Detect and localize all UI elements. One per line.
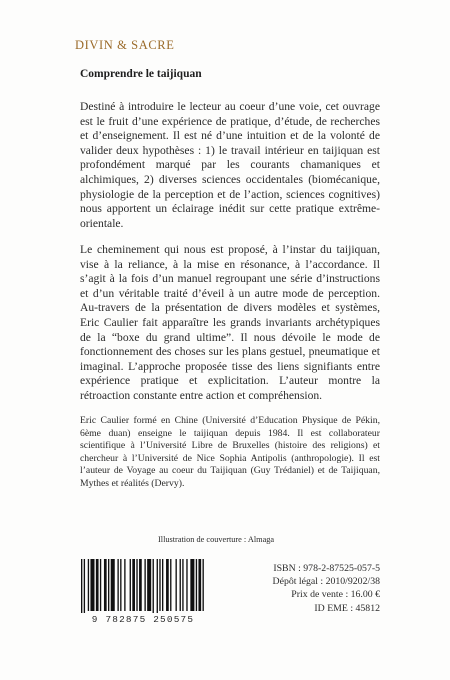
barcode-bar	[100, 559, 101, 611]
barcode	[77, 557, 209, 629]
barcode-bar	[108, 559, 109, 611]
cover-illustration-credit: Illustration de couverture : Almaga	[158, 535, 275, 544]
barcode-bar	[130, 559, 131, 611]
barcode-bar	[136, 559, 137, 611]
barcode-bar	[203, 559, 204, 611]
barcode-bar	[176, 559, 177, 611]
author-bio: Eric Caulier formé en Chine (Université d’Education Physique de Pékin, 6ème duan) enseigne le taijiquan depuis 1984. Il est collaborateur scientifique à l’Université Libre de Bruxelles (histoire des religions) et chercheur à l’Université de Nice Sophia Antipolis (anthropologie). Il est l’auteur de Voyage au coeur du Taijiquan (Guy Trédaniel) et de Taijiquan, Mythes et réalités (Dervy).	[80, 415, 380, 489]
barcode-bars	[77, 557, 209, 613]
isbn: ISBN : 978-2-87525-057-5	[273, 563, 380, 574]
barcode-bar	[124, 559, 125, 611]
barcode-bar	[182, 559, 183, 611]
barcode-bar	[139, 559, 142, 611]
barcode-bar	[186, 559, 187, 611]
publication-info	[273, 562, 380, 615]
barcode-bar	[117, 559, 118, 611]
barcode-bar	[144, 559, 145, 611]
barcode-bar	[166, 559, 169, 611]
legal-deposit: Dépôt légal : 2010/9202/38	[272, 576, 380, 588]
barcode-bar	[104, 559, 107, 611]
price: Prix de vente : 16.00 €	[291, 589, 380, 601]
barcode-bar	[132, 559, 135, 611]
barcode-bar	[153, 559, 154, 613]
barcode-bar	[88, 559, 89, 611]
barcode-bar	[81, 559, 82, 613]
barcode-bar	[196, 559, 197, 611]
description-paragraph-1: Destiné à introduire le lecteur au coeur d’une voie, cet ouvrage est le fruit d’une expérience de pratique, d’étude, de recherches et d’enseignement. Il est né d’une intuition et de la volonté de valider deux hypothèses : 1) le travail intérieur en taijiquan est profondément marqué par les courants chamaniques et alchimiques, 2) diverses sciences occidentales (biomécanique, physiologie de la perception et de l’action, sciences cognitives) nous apportent un éclairage inédit sur cette pratique extrême-orientale.	[80, 100, 380, 230]
barcode-bar	[96, 559, 99, 611]
barcode-bar	[198, 559, 201, 611]
id-eme: ID EME : 45812	[314, 602, 380, 614]
series-title: DIVIN & SACRE	[75, 38, 175, 52]
barcode-bar	[84, 559, 85, 613]
barcode-bar	[180, 559, 181, 611]
barcode-bar	[157, 559, 158, 613]
description-paragraph-2: Le cheminement qui nous est proposé, à l’instar du taijiquan, vise à la reliance, à la mise en résonance, à l’accordance. Il s’agit à la fois d’un manuel regroupant une série d’instructions et d’un véritable traité d’éveil à un autre mode de perception. Au-travers de la présentation de divers modèles et systèmes, Eric Caulier fait apparaître les grands invariants archétypiques de la “boxe du grand ultime”. Il nous dévoile le mode de fonctionnement des choses sur les plans gestuel, pneumatique et imaginal. L’approche proposée tisse des liens signifiants entre expérience pratique et explicitation. L’auteur montre la rétroaction constante entre action et compréhension.	[80, 243, 380, 402]
barcode-bar	[147, 559, 151, 611]
barcode-bar	[90, 559, 94, 611]
book-title: Comprendre le taijiquan	[80, 68, 202, 80]
barcode-bar	[111, 559, 115, 611]
barcode-bar	[159, 559, 160, 611]
barcode-bar	[190, 559, 194, 611]
barcode-number: 9 782875 250575	[91, 614, 195, 625]
barcode-bar	[120, 559, 121, 611]
barcode-bar	[170, 559, 171, 611]
barcode-bar	[162, 559, 163, 611]
